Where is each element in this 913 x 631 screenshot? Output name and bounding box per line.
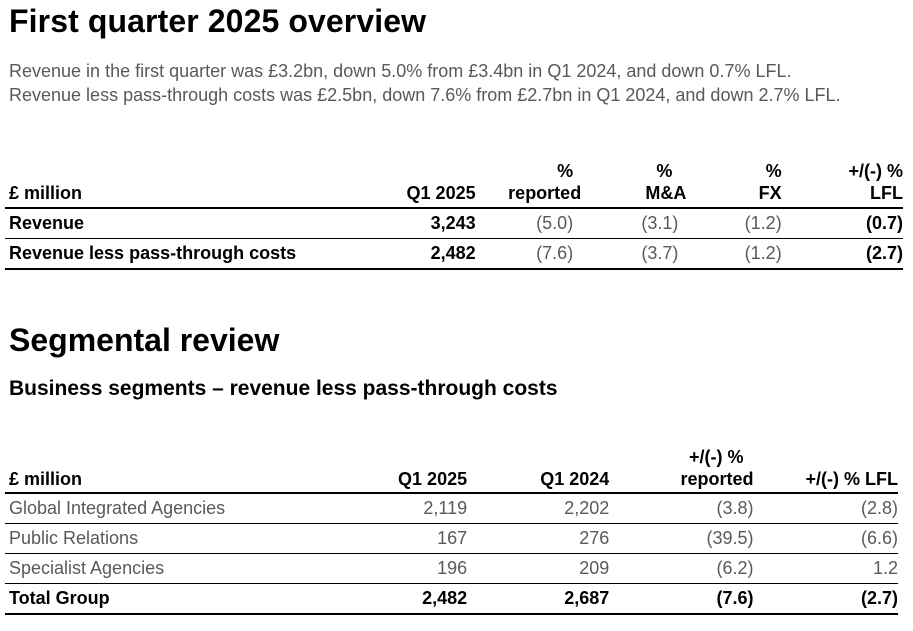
header-fx: % FX	[686, 160, 791, 208]
overview-paragraph-revenue: Revenue in the first quarter was £3.2bn, down 5.0% from £3.4bn in Q1 2024, and down 0.7% LFL.	[9, 61, 792, 81]
cell-fx: (1.2)	[686, 208, 791, 239]
header-lfl-pct: +/(-) %	[848, 161, 903, 181]
cell-lfl: (2.7)	[792, 239, 903, 270]
table-row	[5, 524, 898, 554]
header-reported: +/(-) % reported	[609, 446, 753, 493]
header-q1-2024: Q1 2024	[467, 446, 609, 493]
header-lfl: +/(-) % LFL	[792, 160, 903, 208]
table-row	[5, 239, 903, 270]
cell-reported: (5.0)	[476, 208, 582, 239]
summary-table	[5, 160, 903, 270]
header-q1-2025: Q1 2025	[358, 446, 468, 493]
row-label: Total Group	[5, 584, 358, 615]
cell-ma: (3.1)	[581, 208, 686, 239]
cell-fx: (1.2)	[686, 239, 791, 270]
cell-reported: (39.5)	[609, 524, 753, 554]
cell-q1-2024: 2,687	[467, 584, 609, 615]
table-row	[5, 208, 903, 239]
page-title: First quarter 2025 overview	[9, 3, 427, 39]
cell-q1-2025: 167	[358, 524, 468, 554]
row-label: Public Relations	[5, 524, 358, 554]
row-label: Global Integrated Agencies	[5, 493, 358, 524]
header-label: £ million	[5, 160, 358, 208]
cell-q1-2025: 2,482	[358, 584, 468, 615]
header-label: £ million	[5, 446, 358, 493]
cell-q1-2024: 2,202	[467, 493, 609, 524]
header-ma-pct: %	[656, 161, 673, 181]
segment-table-header	[5, 446, 898, 493]
cell-q1-2025: 2,482	[358, 239, 475, 270]
cell-lfl: (2.8)	[754, 493, 898, 524]
table-row	[5, 554, 898, 584]
header-reported-pct: %	[557, 161, 574, 181]
segment-table	[5, 446, 898, 615]
header-reported: % reported	[476, 160, 582, 208]
row-label: Revenue	[5, 208, 358, 239]
cell-reported: (7.6)	[609, 584, 753, 615]
cell-q1-2025: 3,243	[358, 208, 475, 239]
section-title: Segmental review	[9, 322, 280, 358]
total-row	[5, 584, 898, 615]
header-q1-2025: Q1 2025	[358, 160, 475, 208]
cell-q1-2025: 2,119	[358, 493, 468, 524]
overview-paragraph-less-pass-through: Revenue less pass-through costs was £2.5bn, down 7.6% from £2.7bn in Q1 2024, and down 2.7% LFL.	[9, 84, 841, 105]
row-label: Revenue less pass-through costs	[5, 239, 358, 270]
cell-q1-2024: 209	[467, 554, 609, 584]
cell-lfl: (0.7)	[792, 208, 903, 239]
cell-lfl: (2.7)	[754, 584, 898, 615]
cell-reported: (6.2)	[609, 554, 753, 584]
header-reported-pct: +/(-) %	[689, 447, 744, 467]
cell-reported: (3.8)	[609, 493, 753, 524]
cell-reported: (7.6)	[476, 239, 582, 270]
table-row	[5, 493, 898, 524]
overview-paragraphs	[9, 60, 911, 107]
header-fx-pct: %	[765, 161, 782, 181]
header-ma: % M&A	[581, 160, 686, 208]
summary-table-header	[5, 160, 903, 208]
cell-lfl: 1.2	[754, 554, 898, 584]
cell-lfl: (6.6)	[754, 524, 898, 554]
cell-q1-2024: 276	[467, 524, 609, 554]
header-lfl: +/(-) % LFL	[754, 446, 898, 493]
cell-ma: (3.7)	[581, 239, 686, 270]
row-label: Specialist Agencies	[5, 554, 358, 584]
section-subtitle: Business segments – revenue less pass-through costs	[9, 377, 558, 400]
cell-q1-2025: 196	[358, 554, 468, 584]
